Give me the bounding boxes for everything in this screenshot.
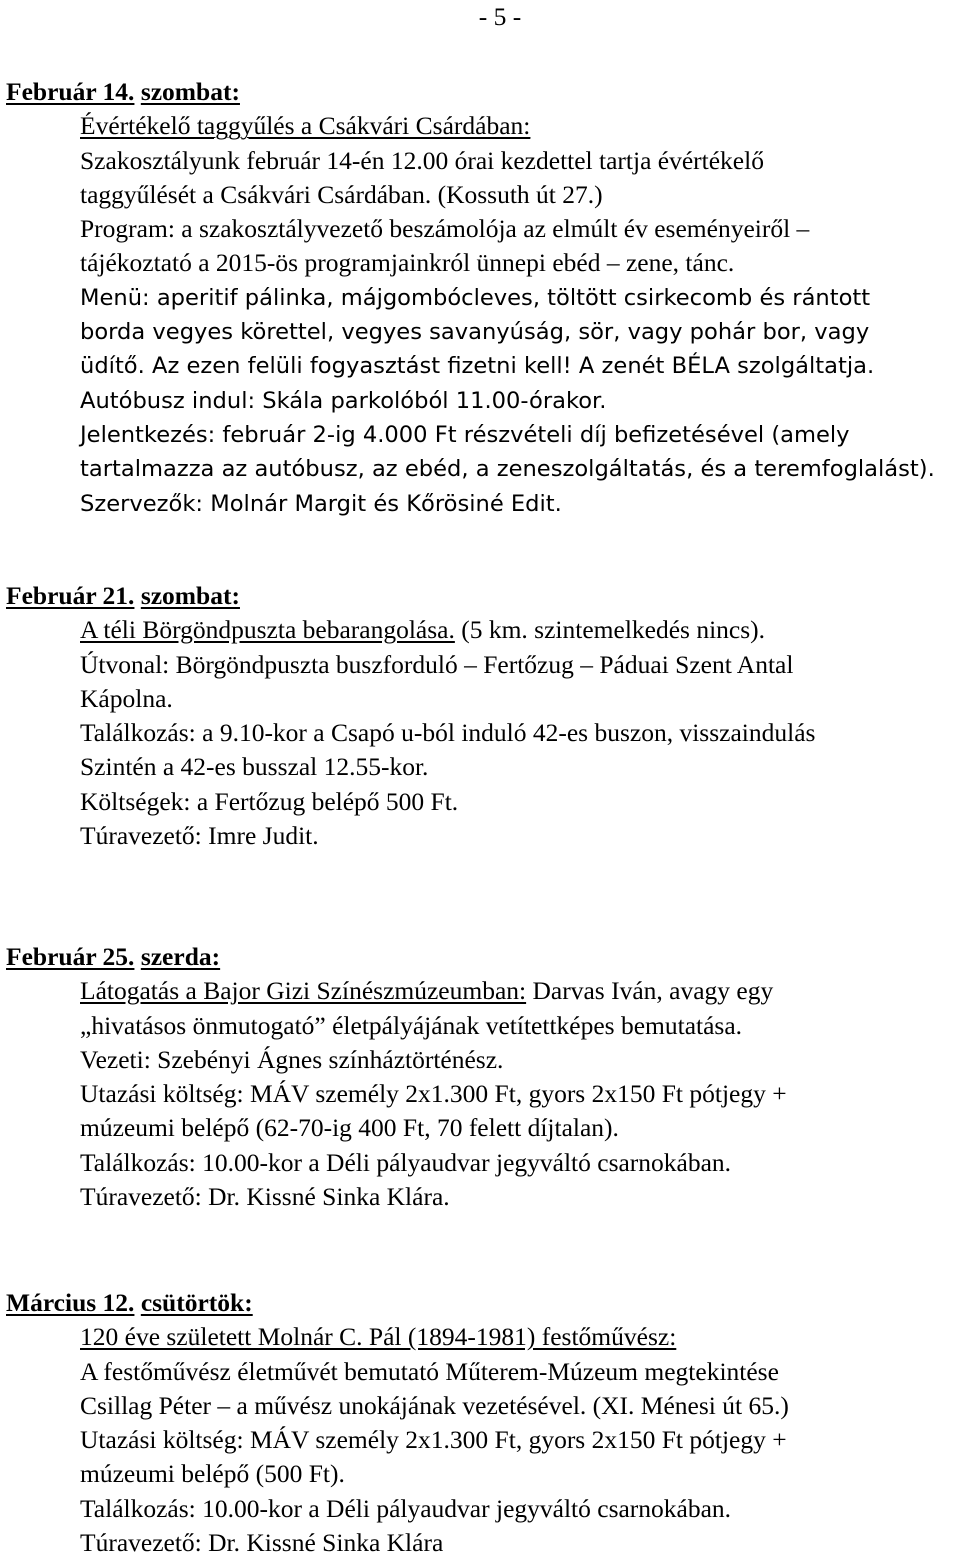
event-title: A téli Börgöndpuszta bebarangolása.	[80, 615, 455, 645]
event-day: csütörtök:	[140, 1288, 253, 1317]
event-title-rest: (5 km. szintemelkedés nincs).	[454, 615, 766, 645]
event-line: A festőművész életművét bemutató Műterem-Múzeum megtekintése	[80, 1356, 779, 1386]
event-line: Szervezők: Molnár Margit és Kőrösiné Edit.	[80, 490, 562, 517]
event-title-line	[0, 613, 960, 647]
event-section	[0, 579, 960, 853]
page-number: - 5 -	[478, 2, 522, 31]
event-line: Jelentkezés: február 2-ig 4.000 Ft részvételi díj befizetésével (amely	[80, 421, 850, 448]
event-line: Útvonal: Börgöndpuszta buszforduló – Fertőzug – Páduai Szent Antal	[80, 649, 794, 679]
event-line: Utazási költség: MÁV személy 2x1.300 Ft, gyors 2x150 Ft pótjegy +	[80, 1425, 787, 1455]
event-line: tartalmazza az autóbusz, az ebéd, a zeneszolgáltatás, és a teremfoglalást).	[80, 456, 935, 483]
event-date: Március 12.	[6, 1288, 135, 1317]
event-heading	[0, 1286, 960, 1320]
event-title-line	[0, 974, 960, 1008]
event-section	[0, 75, 960, 521]
event-day: szombat:	[140, 581, 240, 610]
event-line: Túravezető: Dr. Kissné Sinka Klára	[80, 1528, 444, 1558]
event-line: Utazási költség: MÁV személy 2x1.300 Ft, gyors 2x150 Ft pótjegy +	[80, 1079, 787, 1109]
event-line: Vezeti: Szebényi Ágnes színháztörténész.	[80, 1044, 504, 1074]
event-title: 120 éve született Molnár C. Pál (1894-1981) festőművész:	[80, 1322, 677, 1352]
event-line: Találkozás: 10.00-kor a Déli pályaudvar jegyváltó csarnokában.	[80, 1493, 732, 1523]
event-date: Február 14.	[6, 77, 135, 106]
event-title: Látogatás a Bajor Gizi Színészmúzeumban:	[80, 976, 527, 1006]
event-day: szombat:	[140, 77, 240, 106]
event-line: Szakosztályunk február 14-én 12.00 órai kezdettel tartja évértékelő	[80, 145, 764, 175]
event-date: Február 25.	[6, 942, 135, 971]
event-line: „hivatásos önmutogató” életpályájának vetítettképes bemutatása.	[80, 1010, 743, 1040]
event-line: Találkozás: 10.00-kor a Déli pályaudvar jegyváltó csarnokában.	[80, 1147, 732, 1177]
event-line: múzeumi belépő (500 Ft).	[80, 1459, 345, 1489]
event-line: borda vegyes körettel, vegyes savanyúság, sör, vagy pohár bor, vagy	[80, 319, 870, 346]
event-heading	[0, 940, 960, 974]
event-line: Autóbusz indul: Skála parkolóból 11.00-órakor.	[80, 387, 607, 414]
event-heading	[0, 75, 960, 109]
event-day: szerda:	[140, 942, 221, 971]
event-section	[0, 940, 960, 1214]
event-title-rest: Darvas Iván, avagy egy	[526, 976, 774, 1006]
event-line: Szintén a 42-es busszal 12.55-kor.	[80, 752, 429, 782]
event-line: Kápolna.	[80, 683, 173, 713]
event-heading	[0, 579, 960, 613]
event-line: üdítő. Az ezen felüli fogyasztást fizetni kell! A zenét BÉLA szolgáltatja.	[80, 353, 875, 380]
event-section	[0, 1286, 960, 1560]
event-line: Találkozás: a 9.10-kor a Csapó u-ból induló 42-es buszon, visszaindulás	[80, 718, 816, 748]
event-title: Évértékelő taggyűlés a Csákvári Csárdában:	[80, 111, 531, 141]
event-line: Költségek: a Fertőzug belépő 500 Ft.	[80, 786, 459, 816]
event-date: Február 21.	[6, 581, 135, 610]
event-line: tájékoztató a 2015-ös programjainkról ünnepi ebéd – zene, tánc.	[80, 248, 735, 278]
event-line: Program: a szakosztályvezető beszámolója az elmúlt év eseményeiről –	[80, 214, 810, 244]
event-line: Menü: aperitif pálinka, májgombócleves, töltött csirkecomb és rántott	[80, 284, 871, 311]
event-line: Csillag Péter – a művész unokájának vezetésével. (XI. Ménesi út 65.)	[80, 1390, 789, 1420]
event-title-line	[0, 1320, 960, 1354]
event-line: múzeumi belépő (62-70-ig 400 Ft, 70 felett díjtalan).	[80, 1113, 619, 1143]
event-line: taggyűlését a Csákvári Csárdában. (Kossuth út 27.)	[80, 179, 603, 209]
event-line: Túravezető: Imre Judit.	[80, 821, 319, 851]
event-line: Túravezető: Dr. Kissné Sinka Klára.	[80, 1182, 450, 1212]
